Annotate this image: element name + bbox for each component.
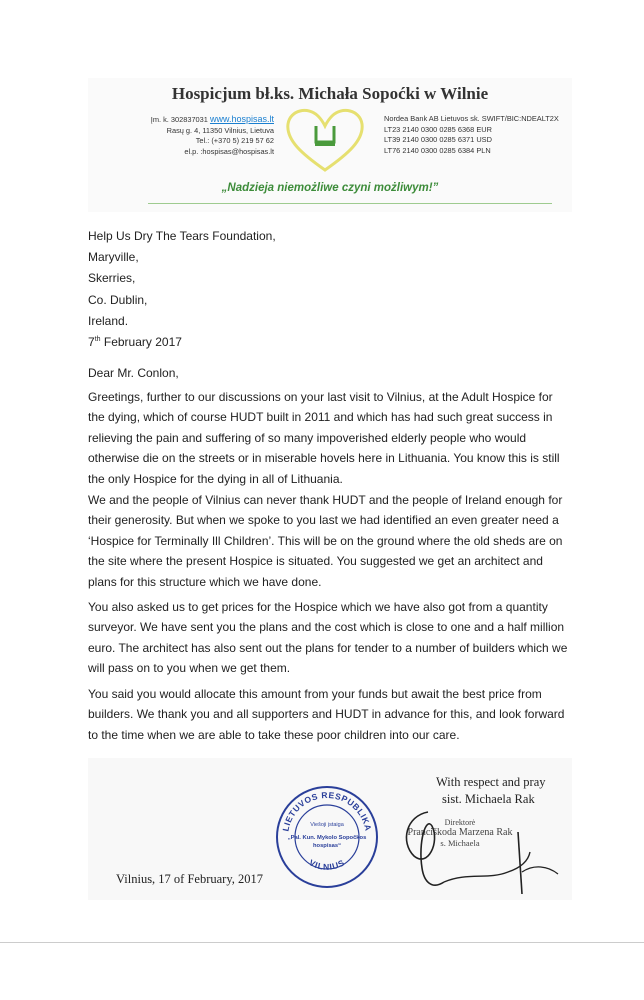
closing-line: With respect and pray — [436, 775, 546, 789]
stamp-small-text: Viešoji įstaiga — [310, 822, 344, 828]
stamp-ring-top: LIETUVOS RESPUBLIKA — [280, 789, 374, 833]
letterhead-title: Hospicjum bł.ks. Michała Sopoćki w Wilnie — [171, 84, 489, 103]
email-address: el.p. :hospisas@hospisas.lt — [184, 146, 274, 156]
account-usd: LT39 2140 0300 0285 6371 USD — [384, 135, 492, 145]
account-pln: LT76 2140 0300 0285 6384 PLN — [384, 145, 491, 155]
handwritten-signature-icon — [398, 802, 568, 896]
date-day: 7 — [88, 335, 95, 349]
letterhead-divider — [148, 203, 552, 204]
bank-details — [384, 114, 559, 156]
salutation: Dear Mr. Conlon, — [88, 366, 179, 380]
date-suffix: th — [94, 336, 101, 343]
stamp-ring-bottom: VILNIUS — [307, 857, 347, 872]
recipient-address — [88, 226, 276, 332]
official-stamp-icon — [274, 784, 380, 890]
address-line: Co. Dublin, — [88, 292, 148, 307]
address-line: Help Us Dry The Tears Foundation, — [88, 229, 276, 243]
address-line: Maryville, — [88, 250, 139, 265]
paragraph: We and the people of Vilnius can never thank HUDT and the people of Ireland enough for their generosity. But when we spoke to you last we had identified an even greater need a ‘Hospice for Terminally Ill Children’. This will be on the ground where the old sheds are on the site where the present Hospice is situated. You suggested we get an architect and plans for this structure which we have done. — [88, 493, 563, 589]
paragraph: Greetings, further to our discussions on your last visit to Vilnius, at the Adult Hospice for the dying, which of course HUDT built in 2011 and which has had such great success in relieving the pain and suffering of so many impoverished elderly people who would otherwise die on the streets or in miserable hovels here in Lithuania. You know this is still the only Hospice for the dying in all of Lithuania. — [88, 390, 560, 486]
letterhead-contact — [104, 114, 274, 157]
paragraph: You also asked us to get prices for the Hospice which we have also got from a quantity surveyor. We have sent you the plans and the cost which is close to one and a half million euro. The architect has also sent out the plans for tender to a number of builders which we will pass on to you when we get them. — [88, 600, 568, 676]
date-rest: February 2017 — [100, 335, 182, 349]
page-bottom-divider — [0, 942, 644, 943]
motto: „Nadzieja niemożliwe czyni możliwym!” — [221, 182, 439, 194]
letterhead — [88, 78, 572, 212]
director-role: Direktorė — [444, 818, 476, 827]
director-subname: s. Michaela — [440, 838, 480, 848]
bank-name: Nordea Bank AB Lietuvos sk. SWIFT/BIC:NDEALT2X — [384, 114, 559, 123]
address-line: Skerries, — [88, 271, 136, 286]
place-and-date: Vilnius, 17 of February, 2017 — [116, 872, 264, 886]
svg-text:VILNIUS — [307, 857, 346, 872]
director-name: Pranciškoda Marzena Rak — [407, 827, 513, 838]
phone-number: Tel.: (+370 5) 219 57 62 — [195, 136, 274, 146]
paragraph: You said you would allocate this amount from your funds but await the best price from builders. We thank you and all supporters and HUDT in advance for this, and look forward to the time when we are able to take these poor children into our care. — [88, 687, 565, 742]
website-link[interactable]: www.hospisas.lt — [209, 114, 274, 124]
account-eur: LT23 2140 0300 0285 6368 EUR — [384, 124, 492, 134]
signature-block — [88, 758, 572, 900]
stamp-center-line: „Pal. Kun. Mykolo Sopočkos — [287, 835, 367, 841]
heart-logo-icon — [282, 104, 368, 174]
signer-name: sist. Michaela Rak — [442, 792, 535, 806]
address-line: Ireland. — [88, 313, 129, 328]
street-address: Rasų g. 4, 11350 Vilnius, Lietuva — [166, 125, 274, 135]
registration-code: Įm. k. 302837031 — [150, 115, 208, 124]
stamp-center-line: hospisas“ — [312, 843, 342, 849]
letter-date — [88, 335, 182, 349]
